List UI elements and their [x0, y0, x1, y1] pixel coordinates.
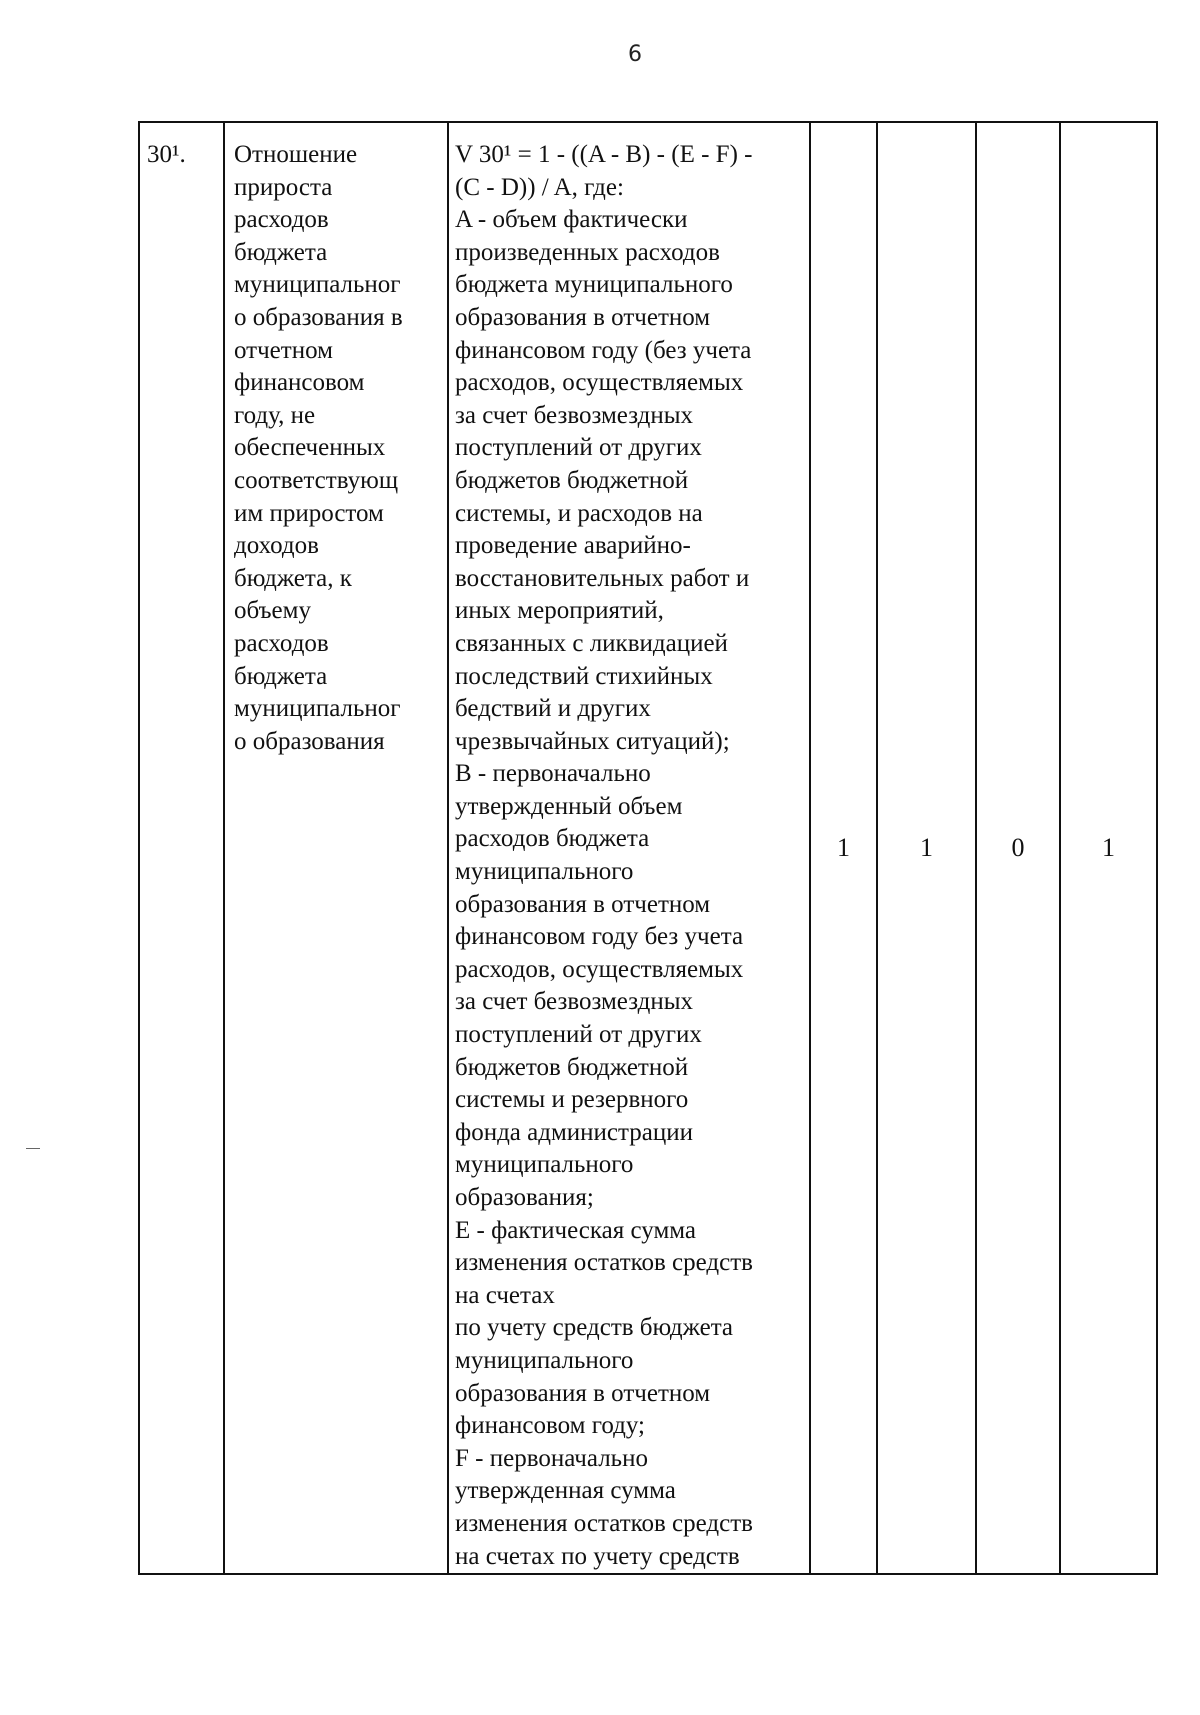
- indicator-name-cell: [224, 122, 448, 1574]
- margin-mark: [26, 1148, 40, 1149]
- formula-line: чрезвычайных ситуаций);: [455, 727, 730, 755]
- indicator-line: бюджета: [234, 662, 328, 690]
- formula-line: расходов бюджета: [455, 825, 650, 853]
- indicator-line: им приростом: [234, 499, 384, 527]
- formula-line: муниципального: [455, 1151, 634, 1179]
- indicator-line: прироста: [234, 173, 333, 201]
- indicator-line: доходов: [234, 532, 319, 560]
- formula-line: E - фактическая сумма: [455, 1216, 697, 1244]
- formula-line: образования в отчетном: [455, 303, 711, 331]
- indicator-line: году, не: [234, 401, 316, 429]
- formula-line: по учету средств бюджета: [455, 1314, 734, 1342]
- formula-line: фонда администрации: [455, 1118, 693, 1146]
- formula-line: муниципального: [455, 858, 634, 886]
- formula-line: произведенных расходов: [455, 238, 720, 266]
- indicator-line: расходов: [234, 206, 329, 234]
- formula-line: (C - D)) / A, где:: [455, 173, 624, 201]
- indicator-line: муниципальног: [234, 695, 401, 723]
- formula-line: изменения остатков средств: [455, 1509, 753, 1537]
- indicator-line: бюджета: [234, 238, 328, 266]
- indicator-line: объему: [234, 597, 311, 625]
- formula-line: за счет безвозмездных: [455, 988, 694, 1016]
- indicator-line: бюджета, к: [234, 564, 352, 592]
- indicator-line: о образования: [234, 727, 385, 755]
- formula-line: утвержденный объем: [455, 792, 683, 820]
- row-number-cell: [139, 122, 224, 1574]
- formula-line: образования в отчетном: [455, 1379, 711, 1407]
- formula-cell: [448, 122, 810, 1574]
- formula-line: поступлений от других: [455, 1021, 702, 1049]
- formula-line: B - первоначально: [455, 760, 651, 788]
- indicator-line: Отношение: [234, 141, 358, 168]
- indicator-line: финансовом: [234, 369, 365, 397]
- formula-line: бедствий и других: [455, 695, 651, 723]
- formula-line: бюджетов бюджетной: [455, 1053, 689, 1081]
- formula-line: образования в отчетном: [455, 890, 711, 918]
- formula-line: муниципального: [455, 1346, 634, 1374]
- formula-line: проведение аварийно-: [455, 532, 691, 560]
- indicator-line: расходов: [234, 629, 329, 657]
- formula-line: на счетах: [455, 1281, 555, 1309]
- formula-line: поступлений от других: [455, 434, 702, 462]
- value-cell-3: 0: [976, 122, 1060, 1574]
- formula-line: иных мероприятий,: [455, 597, 664, 625]
- indicator-line: соответствующ: [234, 466, 399, 494]
- formula-line: утвержденная сумма: [455, 1477, 676, 1505]
- formula-text: [455, 139, 809, 1573]
- formula-line: изменения остатков средств: [455, 1249, 753, 1277]
- formula-line: бюджетов бюджетной: [455, 466, 689, 494]
- indicator-line: отчетном: [234, 336, 333, 364]
- row-number: 30¹.: [147, 141, 186, 168]
- formula-line: образования;: [455, 1184, 594, 1211]
- table-row: [139, 122, 1157, 1574]
- formula-line: расходов, осуществляемых: [455, 369, 744, 397]
- formula-line: на счетах по учету средств: [455, 1542, 740, 1570]
- formula-line: расходов, осуществляемых: [455, 955, 744, 983]
- formula-line: системы и резервного: [455, 1086, 689, 1114]
- value-cell-2: 1: [877, 122, 976, 1574]
- formula-line: F - первоначально: [455, 1444, 648, 1472]
- formula-line: финансовом году (без учета: [455, 336, 752, 364]
- indicator-table: [138, 121, 1158, 1575]
- formula-line: системы, и расходов на: [455, 499, 703, 527]
- formula-line: за счет безвозмездных: [455, 401, 694, 429]
- indicator-line: муниципальног: [234, 271, 401, 299]
- formula-line: бюджета муниципального: [455, 271, 733, 299]
- formula-line: последствий стихийных: [455, 662, 713, 690]
- indicator-line: о образования в: [234, 303, 403, 331]
- value-cell-1: 1: [810, 122, 877, 1574]
- formula-line: A - объем фактически: [455, 206, 688, 234]
- formula-line: восстановительных работ и: [455, 564, 750, 592]
- formula-line: финансовом году;: [455, 1412, 646, 1440]
- indicator-name: [234, 139, 447, 758]
- formula-line: финансовом году без учета: [455, 923, 744, 951]
- value-cell-4: 1: [1060, 122, 1157, 1574]
- indicator-line: обеспеченных: [234, 434, 386, 462]
- formula-line: связанных с ликвидацией: [455, 629, 728, 657]
- page-number: 6: [628, 42, 642, 67]
- formula-line: V 30¹ = 1 - ((A - B) - (E - F) -: [455, 141, 753, 168]
